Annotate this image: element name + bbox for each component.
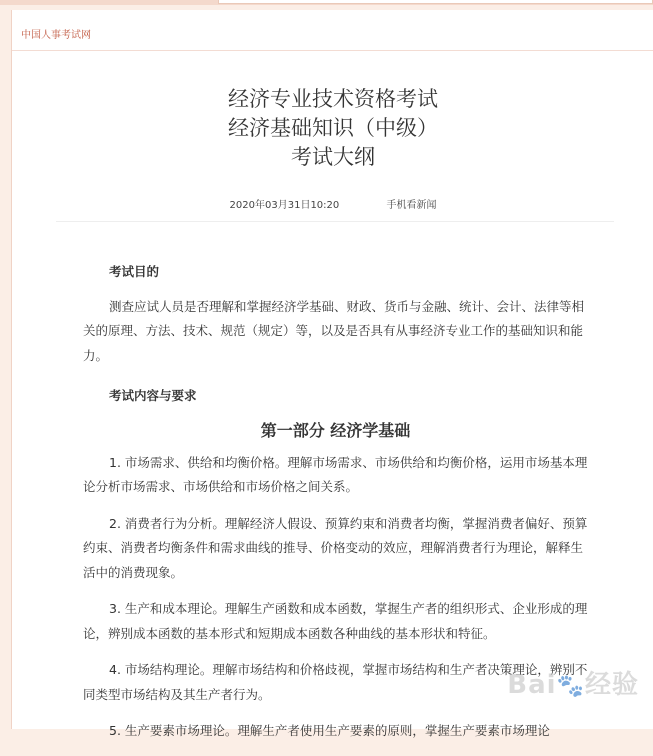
baidu-jingyan-watermark xyxy=(507,664,639,701)
title-line: 经济专业技术资格考试 xyxy=(228,87,438,111)
list-item: 5. 生产要素市场理论。理解生产者使用生产要素的原则，掌握生产要素市场理论 xyxy=(109,723,550,738)
section-heading: 考试内容与要求 xyxy=(109,388,197,403)
paw-icon: 🐾 xyxy=(556,674,585,699)
list-item: 3. 生产和成本理论。理解生产函数和成本函数，掌握生产者的组织形式、企业形成的理论，辨别成本函数的基本形式和短期成本函数各种曲线的基本形状和特征。 xyxy=(83,601,588,641)
publish-date: 2020年03月31日10:20 xyxy=(229,200,340,211)
section-heading: 考试目的 xyxy=(109,264,160,279)
top-tab xyxy=(218,0,653,4)
part-title: 第一部分 经济学基础 xyxy=(260,420,411,440)
list-item: 1. 市场需求、供给和均衡价格。理解市场需求、市场供给和均衡价格，运用市场基本理论分析市场需求、市场供给和市场价格之间关系。 xyxy=(83,454,588,494)
article-title xyxy=(12,85,653,172)
watermark-text: Bai xyxy=(507,670,557,700)
site-name[interactable]: 中国人事考试网 xyxy=(21,30,91,41)
paragraph: 测查应试人员是否理解和掌握经济学基础、财政、货币与金融、统计、会计、法律等相关的原理、方法、技术、规范（规定）等，以及是否具有从事经济专业工作的基础知识和能力。 xyxy=(83,298,585,363)
title-line: 经济基础知识（中级） xyxy=(228,116,438,140)
divider xyxy=(56,221,614,222)
article-page xyxy=(11,10,653,738)
watermark-text: 经验 xyxy=(584,670,639,700)
mobile-news-link[interactable]: 手机看新闻 xyxy=(386,200,437,211)
list-item: 2. 消费者行为分析。理解经济人假设、预算约束和消费者均衡，掌握消费者偏好、预算约束、消费者均衡条件和需求曲线的推导、价格变动的效应，理解消费者行为理论，解释生活中的消费现象。 xyxy=(83,515,588,580)
title-line: 考试大纲 xyxy=(291,145,375,169)
list-item: 4. 市场结构理论。理解市场结构和价格歧视，掌握市场结构和生产者决策理论，辨别不同类型市场结构及其生产者行为。 xyxy=(83,662,588,702)
article-meta xyxy=(12,196,653,211)
divider xyxy=(12,50,653,51)
